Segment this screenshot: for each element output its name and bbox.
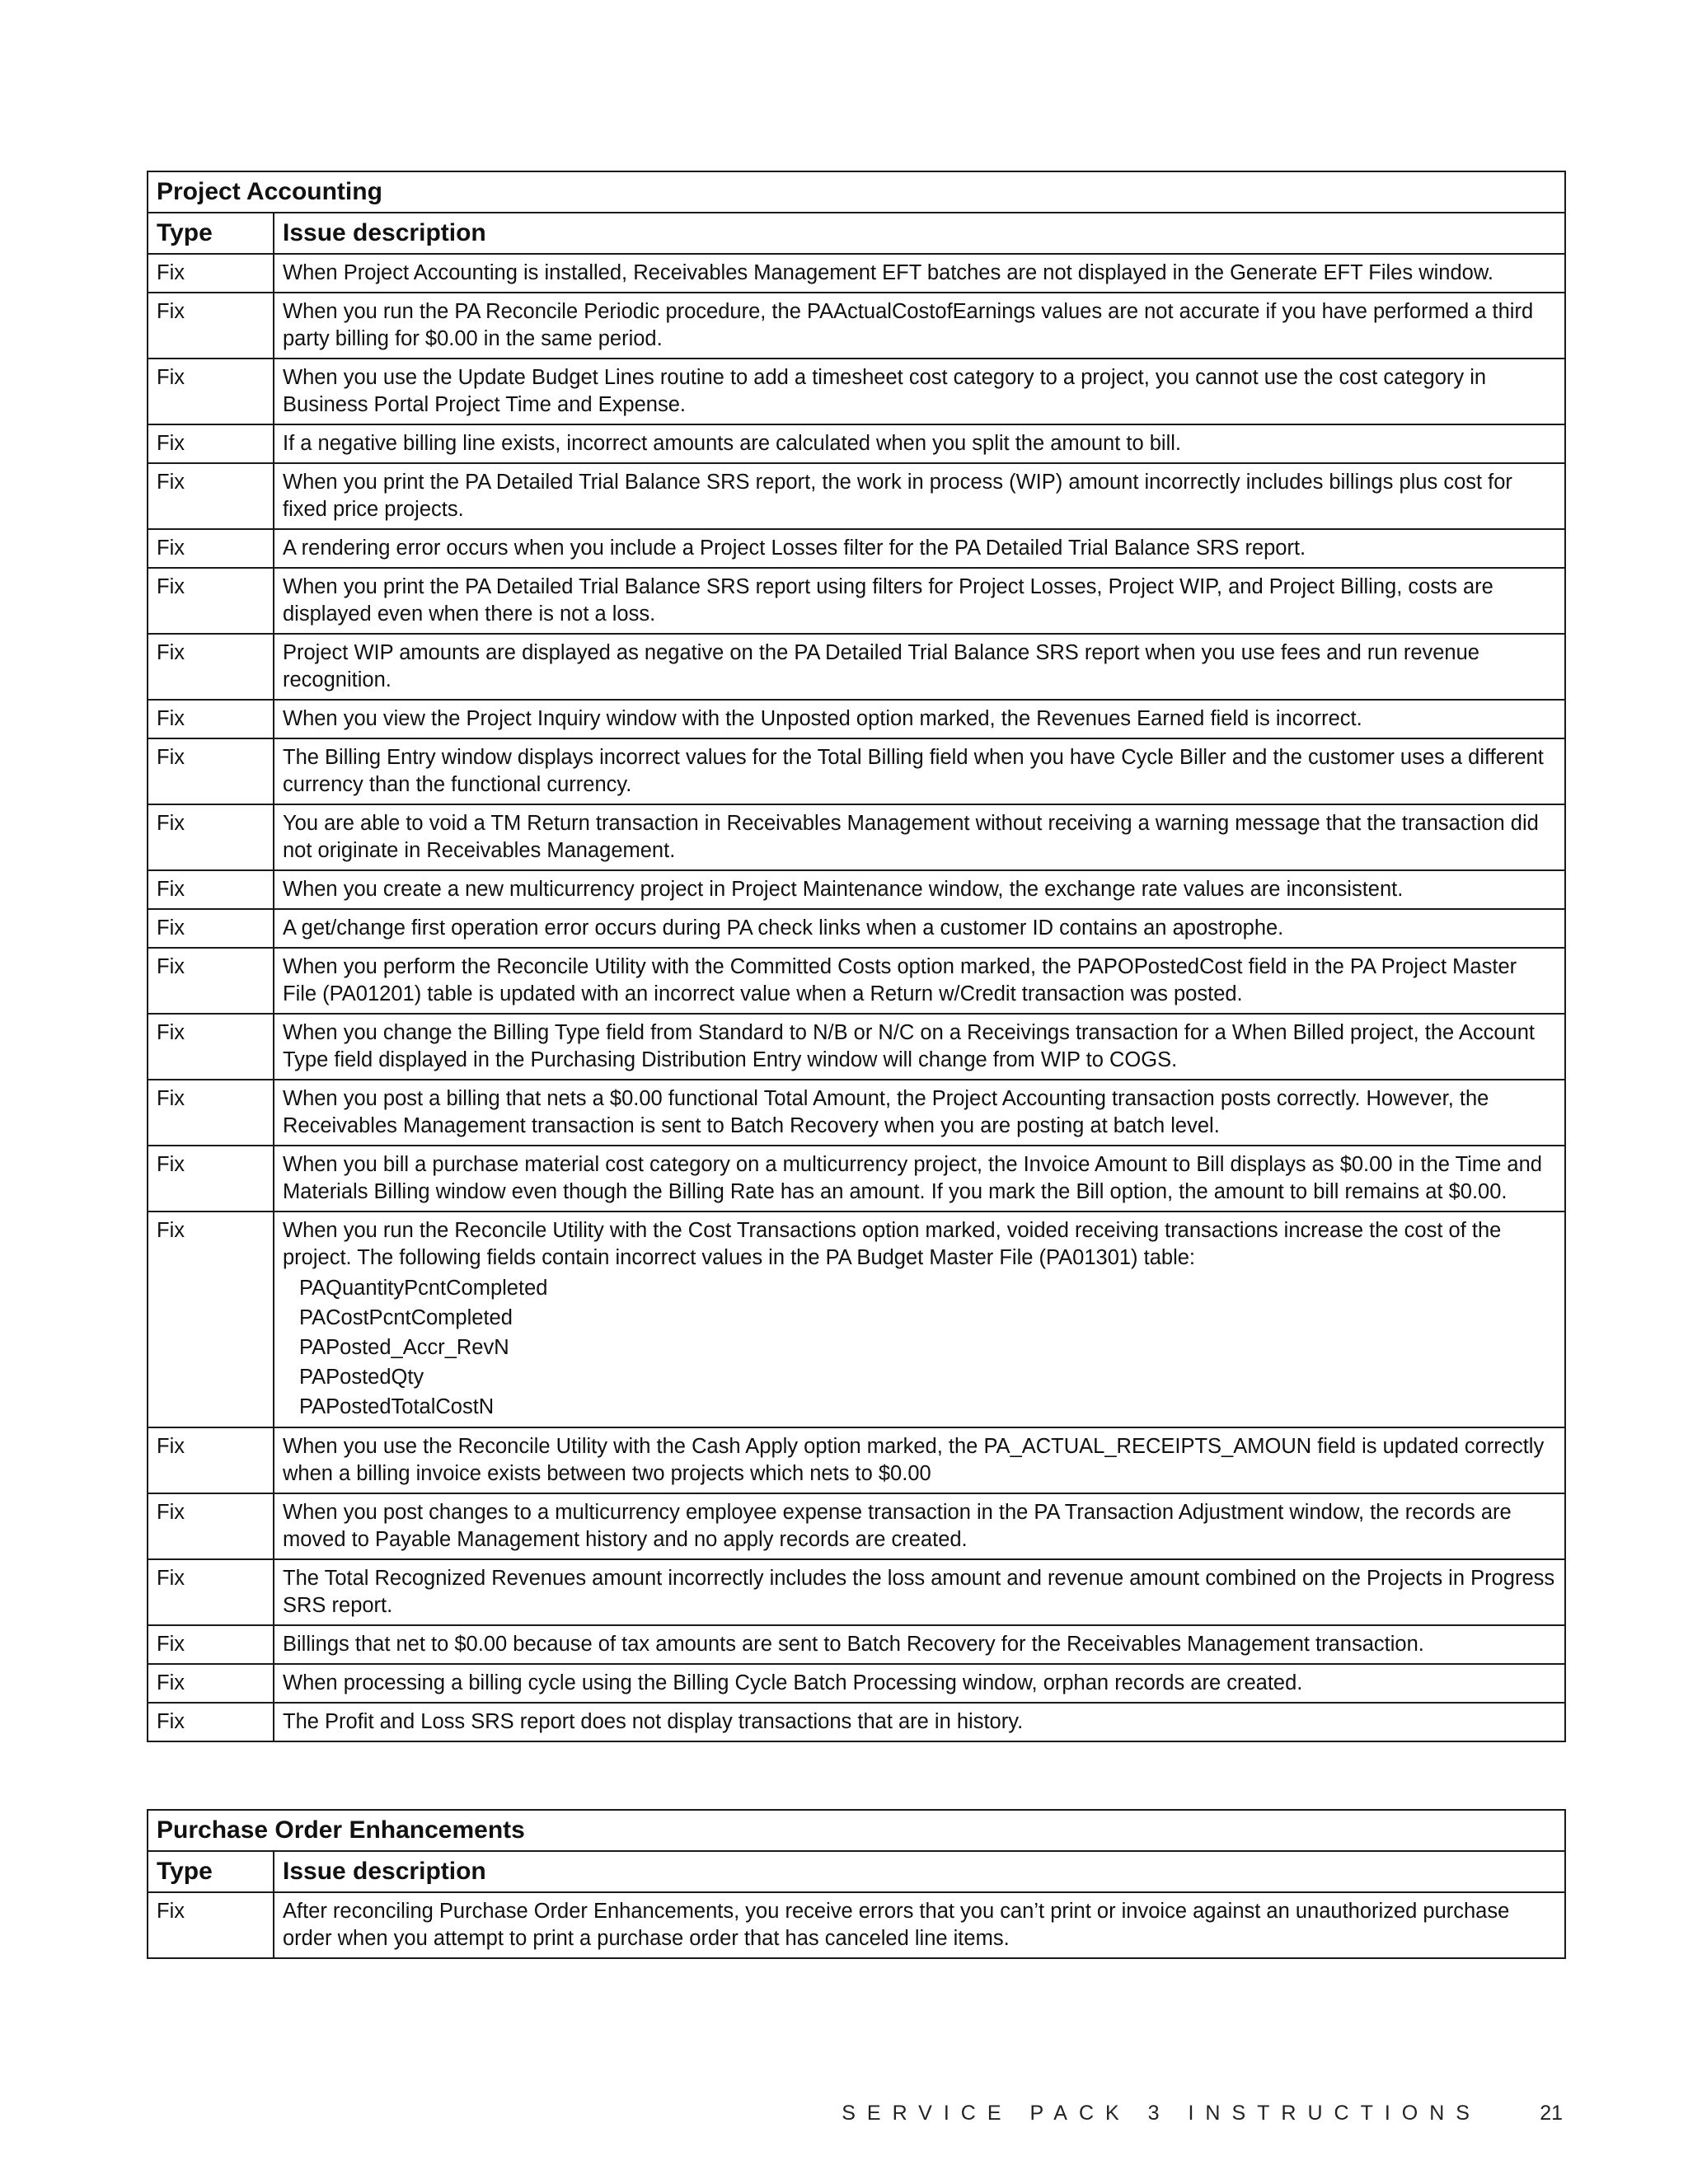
- issue-description: [274, 424, 1565, 463]
- issue-description-text: When you create a new multicurrency project in Project Maintenance window, the exchange rate values are inconsistent.: [283, 878, 1404, 901]
- issue-description-text: When you bill a purchase material cost category on a multicurrency project, the Invoice Amount to Bill displays as $0.00 in the Time and Materials Billing window even though the Billing Rate has an amount. If you mark the Bill option, the amount to bill remains at $0.00.: [283, 1153, 1542, 1203]
- header-row: [148, 1851, 1565, 1892]
- affected-field: PAPostedQty: [299, 1366, 424, 1389]
- section-title: Project Accounting: [148, 171, 1565, 213]
- issue-description: [274, 1212, 1565, 1427]
- issue-type: Fix: [148, 1493, 274, 1559]
- issue-type: Fix: [148, 359, 274, 424]
- issue-type: Fix: [148, 804, 274, 870]
- issue-description-text: When you use the Update Budget Lines routine to add a timesheet cost category to a project, you cannot use the cost category in Business Portal Project Time and Expense.: [283, 366, 1487, 416]
- issue-description-text: The Billing Entry window displays incorrect values for the Total Billing field when you have Cycle Biller and the customer uses a different currency than the functional currency.: [283, 746, 1544, 796]
- affected-field: PACostPcntCompleted: [299, 1306, 513, 1329]
- issue-type: Fix: [148, 1146, 274, 1212]
- issue-description: [274, 254, 1565, 293]
- table-row: [148, 738, 1565, 804]
- project-accounting-table: [147, 171, 1566, 1742]
- issue-description: [274, 1892, 1565, 1958]
- table-row: [148, 1427, 1565, 1493]
- issue-description-text: When Project Accounting is installed, Receivables Management EFT batches are not displayed in the Generate EFT Files window.: [283, 261, 1493, 284]
- section-title-row: [148, 1810, 1565, 1851]
- table-row: [148, 1559, 1565, 1625]
- section-title-row: [148, 171, 1565, 213]
- project-accounting-body: [148, 171, 1565, 1741]
- page-number: 21: [1540, 2102, 1563, 2125]
- issue-description-text: Billings that net to $0.00 because of tax amounts are sent to Batch Recovery for the Receivables Management transaction.: [283, 1633, 1424, 1656]
- affected-field-list: [283, 1273, 1556, 1422]
- issue-description-text: When you print the PA Detailed Trial Balance SRS report using filters for Project Losses, Project WIP, and Project Billing, costs are displayed even when there is not a loss.: [283, 575, 1493, 626]
- table-row: [148, 1080, 1565, 1146]
- purchase-order-enhancements-body: [148, 1810, 1565, 1958]
- table-row: [148, 634, 1565, 700]
- issue-type: Fix: [148, 1664, 274, 1703]
- issue-description: [274, 359, 1565, 424]
- page-footer: [0, 2102, 1688, 2135]
- issue-description-text: When you post changes to a multicurrency employee expense transaction in the PA Transaction Adjustment window, the records are moved to Payable Management history and no apply records are created.: [283, 1501, 1512, 1551]
- issue-description: [274, 948, 1565, 1014]
- issue-type: Fix: [148, 254, 274, 293]
- issue-description: [274, 1559, 1565, 1625]
- issue-description: [274, 463, 1565, 529]
- issue-description-text: If a negative billing line exists, incorrect amounts are calculated when you split the amount to bill.: [283, 432, 1182, 455]
- issue-description: [274, 909, 1565, 948]
- footer-title: SERVICE PACK 3 INSTRUCTIONS: [842, 2102, 1481, 2125]
- issue-description-text: You are able to void a TM Return transaction in Receivables Management without receiving a warning message that the transaction did not originate in Receivables Management.: [283, 812, 1539, 862]
- table-row: [148, 948, 1565, 1014]
- issue-description-text: When you run the Reconcile Utility with the Cost Transactions option marked, voided receiving transactions increase the cost of the project. The following fields contain incorrect values in the PA Budget Master File (PA01301) table:: [283, 1219, 1502, 1269]
- table-row: [148, 254, 1565, 293]
- table-row: [148, 1625, 1565, 1664]
- issue-type: Fix: [148, 463, 274, 529]
- purchase-order-enhancements-table: [147, 1809, 1566, 1959]
- issue-description: [274, 634, 1565, 700]
- table-row: [148, 804, 1565, 870]
- issue-description-text: When you post a billing that nets a $0.00 functional Total Amount, the Project Accounting transaction posts correctly. However, the Receivables Management transaction is sent to Batch Recovery when you are posting at batch level.: [283, 1087, 1489, 1137]
- issue-description: [274, 1014, 1565, 1080]
- table-row: [148, 870, 1565, 909]
- issue-description: [274, 293, 1565, 359]
- issue-description-text: When you run the PA Reconcile Periodic procedure, the PAActualCostofEarnings values are not accurate if you have performed a third party billing for $0.00 in the same period.: [283, 300, 1534, 350]
- issue-type: Fix: [148, 529, 274, 568]
- table-row: [148, 568, 1565, 634]
- table-row: [148, 700, 1565, 738]
- issue-description-text: After reconciling Purchase Order Enhancements, you receive errors that you can’t print or invoice against an unauthorized purchase order when you attempt to print a purchase order that has canceled line items.: [283, 1900, 1510, 1950]
- issue-description: [274, 529, 1565, 568]
- issue-type: Fix: [148, 1625, 274, 1664]
- table-row: [148, 1014, 1565, 1080]
- table-row: [148, 424, 1565, 463]
- affected-field: PAQuantityPcntCompleted: [299, 1277, 548, 1300]
- issue-description: [274, 1493, 1565, 1559]
- issue-type: Fix: [148, 1212, 274, 1427]
- issue-type: Fix: [148, 870, 274, 909]
- issue-description-text: When you view the Project Inquiry window with the Unposted option marked, the Revenues Earned field is incorrect.: [283, 707, 1362, 730]
- issue-description: [274, 738, 1565, 804]
- issue-description-text: A get/change first operation error occurs during PA check links when a customer ID contains an apostrophe.: [283, 916, 1284, 940]
- column-header-description: Issue description: [274, 213, 1565, 254]
- issue-type: Fix: [148, 424, 274, 463]
- issue-description: [274, 870, 1565, 909]
- table-row: [148, 1493, 1565, 1559]
- issue-description: [274, 1664, 1565, 1703]
- issue-description-text: When you change the Billing Type field from Standard to N/B or N/C on a Receivings transaction for a When Billed project, the Account Type field displayed in the Purchasing Distribution Entry window will change from WIP to COGS.: [283, 1021, 1536, 1071]
- affected-field: PAPosted_Accr_RevN: [299, 1336, 509, 1359]
- table-row: [148, 1703, 1565, 1741]
- issue-type: Fix: [148, 1014, 274, 1080]
- section-title: Purchase Order Enhancements: [148, 1810, 1565, 1851]
- issue-type: Fix: [148, 634, 274, 700]
- column-header-description: Issue description: [274, 1851, 1565, 1892]
- column-header-type: Type: [148, 1851, 274, 1892]
- issue-description: [274, 804, 1565, 870]
- issue-type: Fix: [148, 568, 274, 634]
- issue-description: [274, 568, 1565, 634]
- issue-type: Fix: [148, 1559, 274, 1625]
- issue-type: Fix: [148, 1427, 274, 1493]
- header-row: [148, 213, 1565, 254]
- issue-description-text: When you print the PA Detailed Trial Balance SRS report, the work in process (WIP) amount incorrectly includes billings plus cost for fixed price projects.: [283, 471, 1512, 521]
- issue-description-text: When processing a billing cycle using the Billing Cycle Batch Processing window, orphan records are created.: [283, 1671, 1303, 1694]
- issue-description: [274, 1625, 1565, 1664]
- table-row: [148, 463, 1565, 529]
- table-row: [148, 909, 1565, 948]
- issue-description: [274, 700, 1565, 738]
- issue-type: Fix: [148, 948, 274, 1014]
- issue-description-text: The Profit and Loss SRS report does not display transactions that are in history.: [283, 1710, 1024, 1733]
- issue-description-text: The Total Recognized Revenues amount incorrectly includes the loss amount and revenue amount combined on the Projects in Progress SRS report.: [283, 1567, 1555, 1617]
- issue-description: [274, 1427, 1565, 1493]
- issue-description: [274, 1703, 1565, 1741]
- issue-description: [274, 1146, 1565, 1212]
- issue-description-text: When you perform the Reconcile Utility with the Committed Costs option marked, the PAPOPostedCost field in the PA Project Master File (PA01201) table is updated with an incorrect value when a Return w/Credit transaction was posted.: [283, 955, 1517, 1005]
- table-row: [148, 1212, 1565, 1427]
- table-row: [148, 1892, 1565, 1958]
- column-header-type: Type: [148, 213, 274, 254]
- issue-type: Fix: [148, 1892, 274, 1958]
- table-row: [148, 359, 1565, 424]
- issue-type: Fix: [148, 700, 274, 738]
- issue-description-text: A rendering error occurs when you include a Project Losses filter for the PA Detailed Trial Balance SRS report.: [283, 537, 1306, 560]
- table-row: [148, 529, 1565, 568]
- issue-description: [274, 1080, 1565, 1146]
- table-row: [148, 1146, 1565, 1212]
- issue-description-text: When you use the Reconcile Utility with the Cash Apply option marked, the PA_ACTUAL_RECEIPTS_AMOUN field is updated correctly when a billing invoice exists between two projects which nets to $0.00: [283, 1435, 1545, 1485]
- affected-field: PAPostedTotalCostN: [299, 1395, 495, 1418]
- issue-description-text: Project WIP amounts are displayed as negative on the PA Detailed Trial Balance SRS report when you use fees and run revenue recognition.: [283, 641, 1479, 691]
- issue-type: Fix: [148, 909, 274, 948]
- issue-type: Fix: [148, 1080, 274, 1146]
- issue-type: Fix: [148, 738, 274, 804]
- issue-type: Fix: [148, 1703, 274, 1741]
- table-row: [148, 293, 1565, 359]
- issue-type: Fix: [148, 293, 274, 359]
- table-row: [148, 1664, 1565, 1703]
